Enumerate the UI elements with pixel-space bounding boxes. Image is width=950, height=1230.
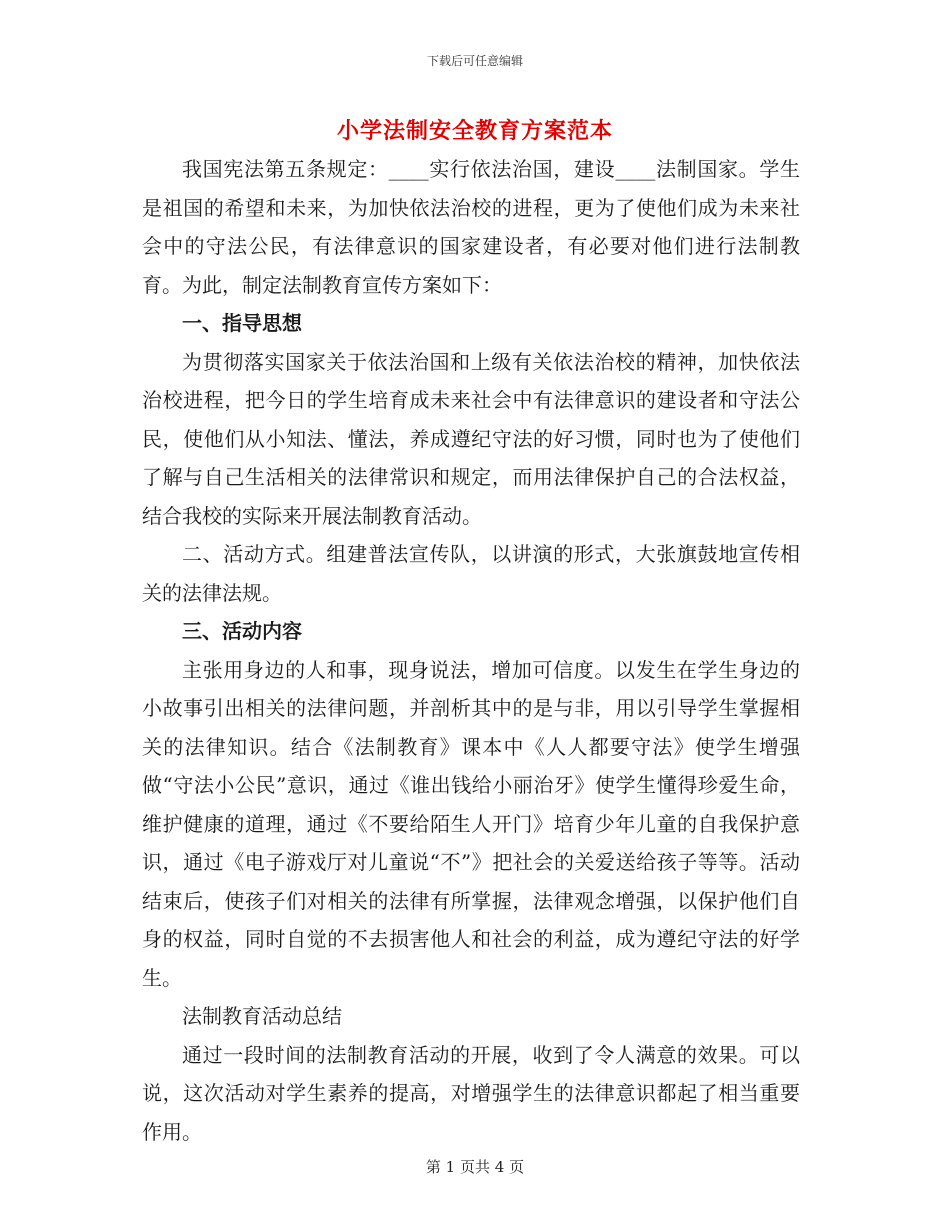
paragraph-activity-content: 主张用身边的人和事，现身说法，增加可信度。以发生在学生身边的小故事引出相关的法律问题，并剖析其中的是与非，用以引导学生掌握相关的法律知识。结合《法制教育》课本中《人人都要守法》使学生增强做“守法小公民”意识，通过《谁出钱给小丽治牙》使学生懂得珍爱生命，维护健康的道理，通过《不要给陌生人开门》培育少年儿童的自我保护意识，通过《电子游戏厅对儿童说“不”》把社会的关爱送给孩子等等。活动结束后，使孩子们对相关的法律有所掌握，法律观念增强，以保护他们自身的权益，同时自觉的不去损害他人和社会的利益，成为遵纪守法的好学生。 xyxy=(142,657,800,990)
page-header: 下载后可任意编辑 xyxy=(426,54,523,68)
section-heading-guiding-ideology: 一、指导思想 xyxy=(182,311,302,335)
page-footer: 第 1 页共 4 页 xyxy=(425,1158,525,1176)
paragraph-summary: 通过一段时间的法制教育活动的开展，收到了令人满意的效果。可以说，这次活动对学生素养的提高，对增强学生的法律意识都起了相当重要作用。 xyxy=(142,1042,800,1144)
section-heading-activity-content: 三、活动内容 xyxy=(182,619,302,643)
paragraph-activity-method: 二、活动方式。组建普法宣传队，以讲演的形式，大张旗鼓地宣传相关的法律法规。 xyxy=(142,542,800,605)
paragraph-guiding-ideology: 为贯彻落实国家关于依法治国和上级有关依法治校的精神，加快依法治校进程，把今日的学生培育成未来社会中有法律意识的建设者和守法公民，使他们从小知法、懂法，养成遵纪守法的好习惯，同时也为了使他们了解与自己生活相关的法律常识和规定，而用法律保护自己的合法权益，结合我校的实际来开展法制教育活动。 xyxy=(142,349,800,528)
document-title: 小学法制安全教育方案范本 xyxy=(336,118,613,144)
paragraph-intro: 我国宪法第五条规定：____实行依法治国，建设____法制国家。学生是祖国的希望和未来，为加快依法治校的进程，更为了使他们成为未来社会中的守法公民，有法律意识的国家建设者，有必要对他们进行法制教育。为此，制定法制教育宣传方案如下： xyxy=(142,157,800,297)
document-body xyxy=(142,150,800,1151)
paragraph-summary-title: 法制教育活动总结 xyxy=(182,1004,342,1028)
